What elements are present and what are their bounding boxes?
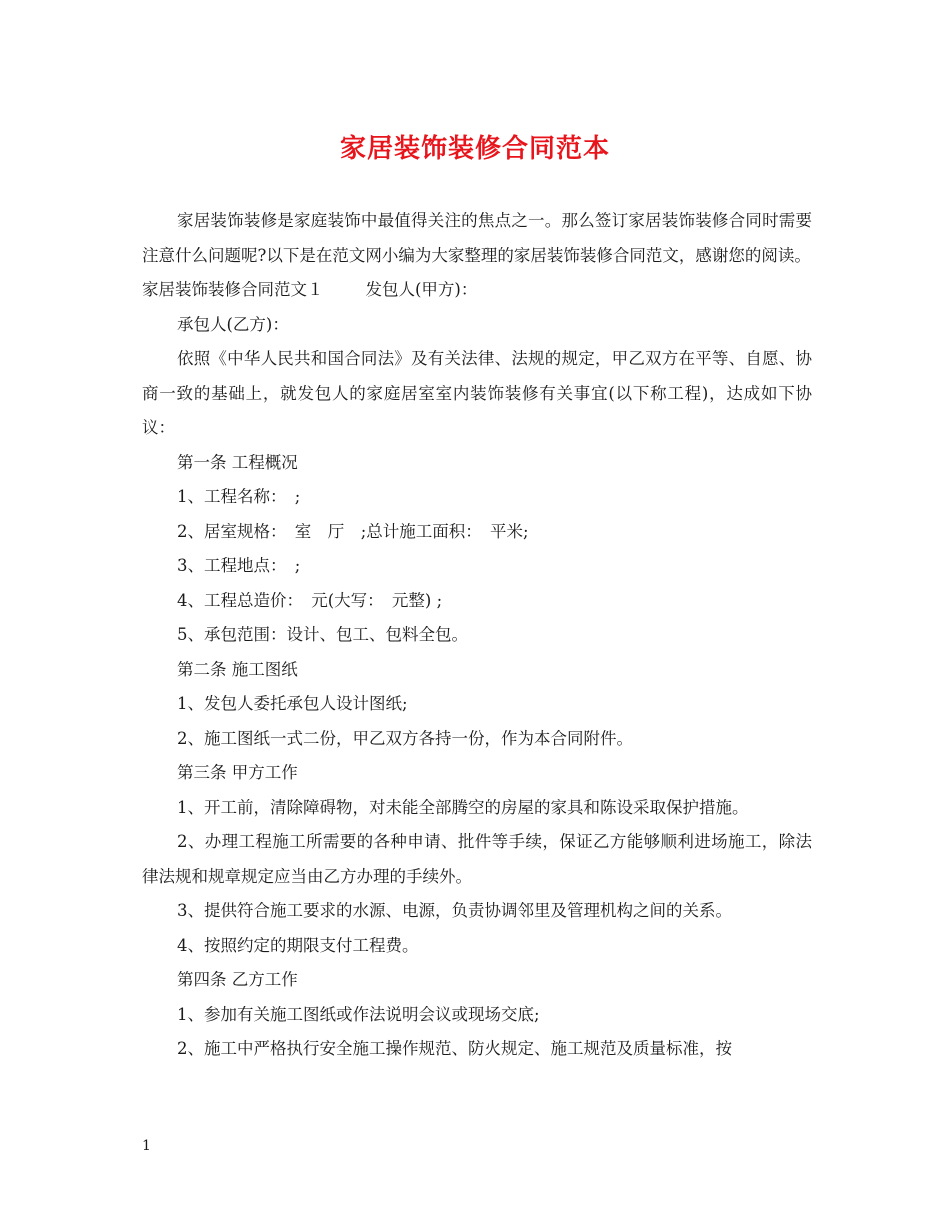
document-title: 家居装饰装修合同范本 — [339, 134, 610, 164]
sample-heading-line — [142, 273, 812, 308]
article-4-item: 2、施工中严格执行安全施工操作规范、防火规定、施工规范及质量标准，按 — [177, 1039, 732, 1058]
article-3-item: 4、按照约定的期限支付工程费。 — [177, 935, 419, 955]
page-number: 1 — [142, 1138, 151, 1154]
article-2-item: 1、发包人委托承包人设计图纸; — [177, 694, 408, 713]
preamble-paragraph: 依照《中华人民共和国合同法》及有关法律、法规的规定，甲乙双方在平等、自愿、协商一致的基础上，就发包人的家庭居室室内装饰装修有关事宜(以下称工程)，达成如下协议： — [142, 349, 812, 437]
document-body — [142, 204, 812, 1067]
party-b-line: 承包人(乙方)： — [177, 314, 289, 334]
article-2-item: 2、施工图纸一式二份，甲乙双方各持一份，作为本合同附件。 — [177, 728, 633, 748]
article-3-item: 2、办理工程施工所需要的各种申请、批件等手续，保证乙方能够顺利进场施工，除法律法规和规章规定应当由乙方办理的手续外。 — [142, 832, 812, 886]
article-4-item: 1、参加有关施工图纸或作法说明会议或现场交底; — [177, 1004, 540, 1024]
article-3-item: 3、提供符合施工要求的水源、电源，负责协调邻里及管理机构之间的关系。 — [177, 901, 732, 920]
article-4-heading: 第四条 乙方工作 — [177, 970, 298, 989]
sample-heading: 家居装饰装修合同范文１ — [142, 280, 324, 299]
article-3-heading: 第三条 甲方工作 — [177, 763, 298, 782]
article-1-heading: 第一条 工程概况 — [177, 452, 298, 472]
article-3-item: 1、开工前，清除障碍物，对未能全部腾空的房屋的家具和陈设采取保护措施。 — [177, 797, 749, 817]
party-a-line: 发包人(甲方)： — [365, 280, 478, 299]
article-1-item: 4、工程总造价： 元(大写： 元整) ; — [177, 590, 443, 610]
article-1-item: 2、居室规格： 室 厅 ;总计施工面积： 平米; — [177, 521, 529, 541]
article-1-item: 3、工程地点： ; — [177, 556, 301, 575]
article-1-item: 1、工程名称： ; — [177, 487, 301, 506]
article-2-heading: 第二条 施工图纸 — [177, 659, 298, 679]
article-1-item: 5、承包范围：设计、包工、包料全包。 — [177, 625, 468, 644]
intro-paragraph: 家居装饰装修是家庭装饰中最值得关注的焦点之一。那么签订家居装饰装修合同时需要注意什么问题呢?以下是在范文网小编为大家整理的家居装饰装修合同范文，感谢您的阅读。 — [142, 211, 812, 265]
